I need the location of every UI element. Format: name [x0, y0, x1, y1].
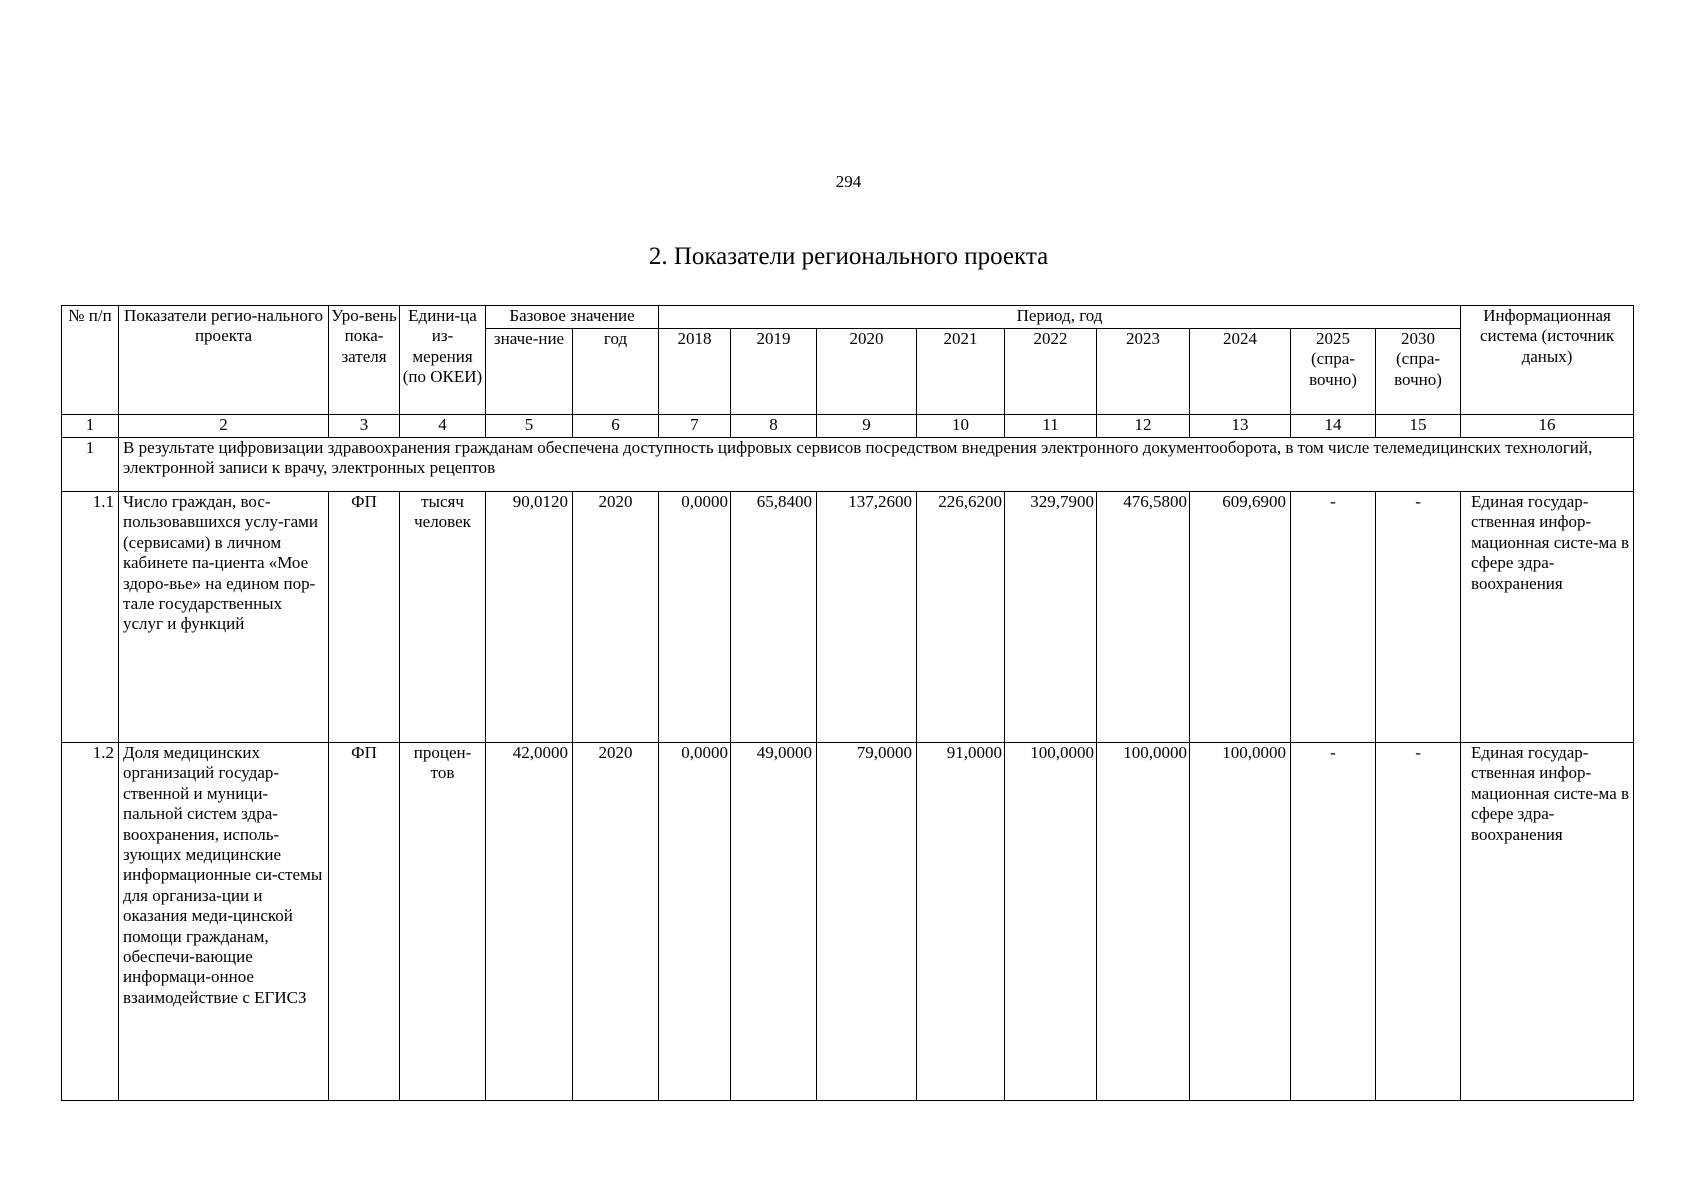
column-number: 11	[1005, 415, 1097, 438]
column-number: 3	[329, 415, 400, 438]
row-value: 476,5800	[1097, 492, 1190, 743]
row-value: 137,2600	[817, 492, 917, 743]
header-year: 2023	[1097, 329, 1190, 415]
row-base-value: 90,0120	[486, 492, 573, 743]
header-base: Базовое значение	[486, 306, 659, 329]
column-number: 9	[817, 415, 917, 438]
row-value: 609,6900	[1190, 492, 1291, 743]
row-num: 1.1	[62, 492, 119, 743]
row-base-year: 2020	[573, 743, 659, 1101]
row-value: 226,6200	[917, 492, 1005, 743]
header-base-year: год	[573, 329, 659, 415]
table-row	[62, 492, 1634, 743]
row-value: -	[1376, 492, 1461, 743]
header-info-system: Информационная система (источник даных)	[1461, 306, 1634, 415]
row-num: 1.2	[62, 743, 119, 1101]
header-period: Период, год	[659, 306, 1461, 329]
header-indicator: Показатели регио-нального проекта	[119, 306, 329, 415]
row-level: ФП	[329, 492, 400, 743]
header-year: 2030 (спра-вочно)	[1376, 329, 1461, 415]
row-info-system: Единая государ-ственная инфор-мационная систе-ма в сфере здра-воохранения	[1461, 492, 1634, 743]
column-number: 7	[659, 415, 731, 438]
row-value: -	[1291, 743, 1376, 1101]
row-unit: процен-тов	[400, 743, 486, 1101]
row-base-year: 2020	[573, 492, 659, 743]
header-year: 2024	[1190, 329, 1291, 415]
row-unit: тысяч человек	[400, 492, 486, 743]
row-value: 79,0000	[817, 743, 917, 1101]
row-value: 100,0000	[1097, 743, 1190, 1101]
row-value: 91,0000	[917, 743, 1005, 1101]
column-number: 2	[119, 415, 329, 438]
column-number: 4	[400, 415, 486, 438]
column-number: 14	[1291, 415, 1376, 438]
row-value: 329,7900	[1005, 492, 1097, 743]
header-year: 2019	[731, 329, 817, 415]
row-value: 100,0000	[1005, 743, 1097, 1101]
header-num: № п/п	[62, 306, 119, 415]
column-number: 6	[573, 415, 659, 438]
row-value: 0,0000	[659, 492, 731, 743]
column-number: 16	[1461, 415, 1634, 438]
row-base-value: 42,0000	[486, 743, 573, 1101]
row-value: 49,0000	[731, 743, 817, 1101]
table-row	[62, 743, 1634, 1101]
header-unit: Едини-ца из-мерения (по ОКЕИ)	[400, 306, 486, 415]
section-num: 1	[62, 438, 119, 492]
row-level: ФП	[329, 743, 400, 1101]
page-number: 294	[835, 172, 862, 191]
column-number-row	[62, 415, 1634, 438]
header-year: 2020	[817, 329, 917, 415]
column-number: 8	[731, 415, 817, 438]
header-year: 2018	[659, 329, 731, 415]
row-indicator-name: Число граждан, вос-пользовавшихся услу-гами (сервисами) в личном кабинете па-циента «Мое здоро-вье» на едином пор-тале государственных услуг и функций	[119, 492, 329, 743]
header-year: 2022	[1005, 329, 1097, 415]
header-year: 2025 (спра-вочно)	[1291, 329, 1376, 415]
header-level: Уро-вень пока-зателя	[329, 306, 400, 415]
column-number: 13	[1190, 415, 1291, 438]
column-number: 5	[486, 415, 573, 438]
row-value: 0,0000	[659, 743, 731, 1101]
row-indicator-name: Доля медицинских организаций государ-ственной и муници-пальной систем здра-воохранения, исполь-зующих медицинские информационные си-стемы для организа-ции и оказания меди-цинской помощи гражданам, обеспечи-вающие информаци-онное взаимодействие с ЕГИСЗ	[119, 743, 329, 1101]
header-year: 2021	[917, 329, 1005, 415]
row-value: 65,8400	[731, 492, 817, 743]
column-number: 15	[1376, 415, 1461, 438]
section-row	[62, 438, 1634, 492]
column-number: 12	[1097, 415, 1190, 438]
row-value: 100,0000	[1190, 743, 1291, 1101]
page-title: 2. Показатели регионального проекта	[648, 243, 1049, 270]
section-text: В результате цифровизации здравоохранения гражданам обеспечена доступность цифровых сервисов посредством внедрения электронного документооборота, в том числе телемедицинских технологий, электронной записи к врачу, электронных рецептов	[119, 438, 1634, 492]
row-value: -	[1291, 492, 1376, 743]
row-value: -	[1376, 743, 1461, 1101]
column-number: 1	[62, 415, 119, 438]
row-info-system: Единая государ-ственная инфор-мационная систе-ма в сфере здра-воохранения	[1461, 743, 1634, 1101]
column-number: 10	[917, 415, 1005, 438]
indicators-table	[61, 305, 1634, 1101]
header-base-value: значе-ние	[486, 329, 573, 415]
